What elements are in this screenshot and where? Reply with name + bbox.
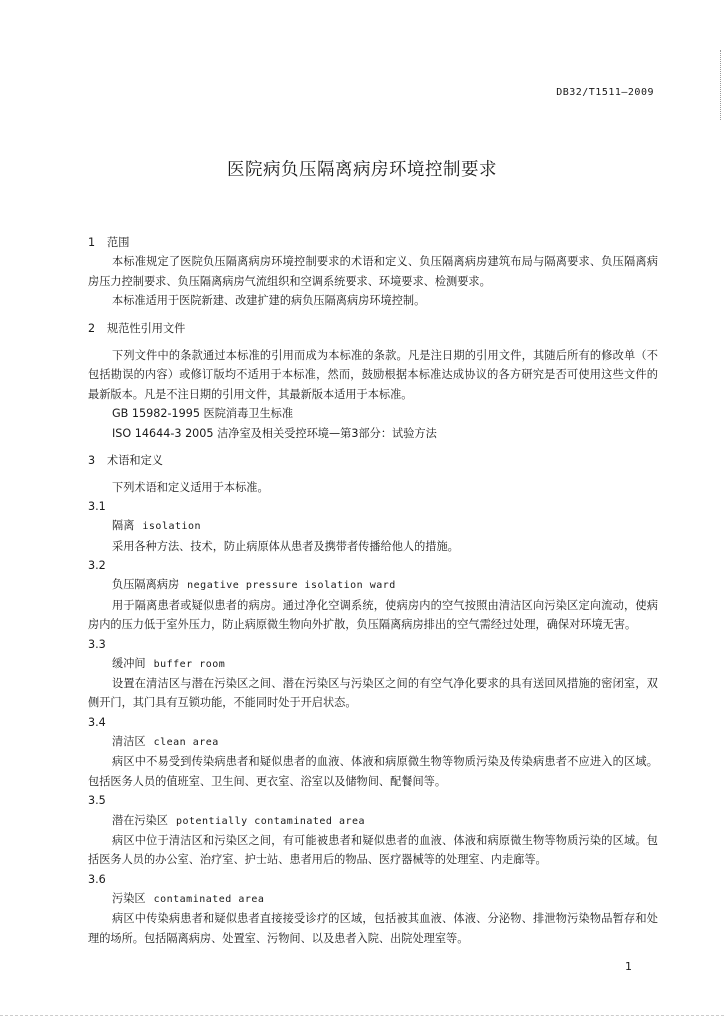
section-number: 2 [88,321,96,335]
term-en: isolation [142,521,202,533]
term-heading [88,654,658,674]
section-2-heading [88,319,658,338]
term-cn: 清洁区 [112,735,146,749]
term-definition: 设置在清洁区与潜在污染区之间、潜在污染区与污染区之间的有空气净化要求的具有送回风措施的密闭室，双侧开门，其门具有互锁功能，不能同时处于开启状态。 [88,676,658,710]
term-cn: 潜在污染区 [112,813,168,827]
term-cn: 负压隔离病房 [112,578,180,592]
term-cn: 污染区 [112,891,146,905]
section-title: 范围 [107,236,130,249]
section-2-paragraph-1: 下列文件中的条款通过本标准的引用而成为本标准的条款。凡是注日期的引用文件，其随后所有的修改单（不包括勘误的内容）或修订版均不适用于本标准，然而，鼓励根据本标准达成协议的各方研究是否可使用这些文件的最新版本。凡是不注日期的引用文件，其最新版本适用于本标准。 [88,348,658,401]
section-title: 规范性引用文件 [107,321,186,335]
term-number: 3.1 [88,500,106,514]
term-definition: 采用各种方法、技术，防止病原体从患者及携带者传播给他人的措施。 [112,539,459,553]
term-heading [88,889,658,909]
section-number: 1 [88,236,96,249]
term-en: clean area [153,737,219,749]
normative-reference-2: ISO 14644-3 2005 洁净室及相关受控环境—第3部分：试验方法 [112,426,437,440]
section-number: 3 [88,453,96,467]
term-definition: 病区中传染病患者和疑似患者直接接受诊疗的区域，包括被其血液、体液、分泌物、排泄物污染物品暂存和处理的场所。包括隔离病房、处置室、污物间、以及患者入院、出院处理室等。 [88,912,658,945]
term-definition: 病区中不易受到传染病患者和疑似患者的血液、体液和病原微生物等物质污染及传染病患者不应进入的区域。包括医务人员的值班室、卫生间、更衣室、浴室以及储物间、配餐间等。 [88,755,658,788]
term-number: 3.4 [88,715,106,729]
section-3-heading [88,451,658,470]
section-1-paragraph-1: 本标准规定了医院负压隔离病房环境控制要求的术语和定义、负压隔离病房建筑布局与隔离要求、负压隔离病房压力控制要求、负压隔离病房气流组织和空调系统要求、环境要求、检测要求。 [88,255,658,288]
section-1-heading [88,233,658,252]
term-3-3 [88,635,658,713]
document-title: 医院病负压隔离病房环境控制要求 [227,160,497,180]
term-definition: 用于隔离患者或疑似患者的病房。通过净化空调系统，使病房内的空气按照由清洁区向污染区定向流动，使病房内的压力低于室外压力，防止病原微生物向外扩散，负压隔离病房排出的空气需经过处理，确保对环境无害。 [88,598,658,632]
scan-edge-mark [720,50,722,120]
term-3-4 [88,713,658,791]
section-3-intro: 下列术语和定义适用于本标准。 [112,481,269,495]
term-heading [88,811,658,831]
term-en: negative pressure isolation ward [187,580,396,592]
term-3-1 [88,497,658,556]
section-title: 术语和定义 [107,453,163,467]
term-definition: 病区中位于清洁区和污染区之间，有可能被患者和疑似患者的血液、体液和病原微生物等物质污染的区域。包括医务人员的办公室、治疗室、护士站、患者用后的物品、医疗器械等的处理室、内走廊等。 [88,833,658,867]
term-en: contaminated area [153,893,265,905]
term-heading [88,575,658,595]
term-number: 3.3 [88,637,106,651]
normative-reference-1: GB 15982-1995 医院消毒卫生标准 [112,407,294,421]
term-cn: 隔离 [112,519,135,533]
term-number: 3.2 [88,559,106,573]
page-number: 1 [625,960,632,973]
term-3-5 [88,791,658,869]
term-number: 3.6 [88,872,106,886]
term-list [88,497,658,948]
term-3-2 [88,556,658,634]
document-body [88,233,658,948]
term-heading [88,732,658,752]
term-en: buffer room [153,658,226,670]
term-en: potentially contaminated area [175,815,366,827]
term-number: 3.5 [88,794,106,808]
document-code: DB32/T1511—2009 [556,87,654,98]
term-cn: 缓冲间 [112,656,146,670]
term-heading [88,516,658,536]
scan-bottom-edge [0,1015,724,1024]
section-1-paragraph-2: 本标准适用于医院新建、改建扩建的病负压隔离病房环境控制。 [112,294,426,308]
term-3-6 [88,870,658,948]
